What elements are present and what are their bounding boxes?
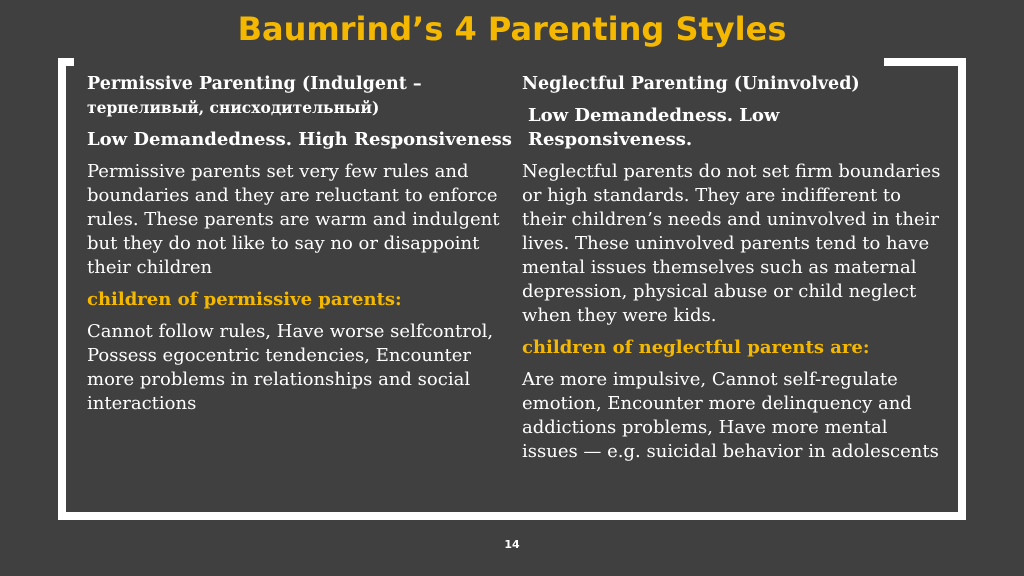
neglectful-column [522,72,942,464]
permissive-heading [87,72,517,120]
frame-border-left [58,58,66,520]
permissive-outcomes: Cannot follow rules, Have worse selfcontrol, Possess egocentric tendencies, Encounter more problems in relationships and social interactions [87,321,494,414]
neglectful-heading: Neglectful Parenting (Uninvolved) [522,74,860,94]
slide-title: Baumrind’s 4 Parenting Styles [237,10,787,48]
neglectful-subheading: Low Demandedness. Low Responsiveness. [528,105,780,150]
permissive-outcome-label: children of permissive parents: [87,289,402,310]
permissive-column [87,72,517,416]
frame-border-right [958,58,966,520]
permissive-description: Permissive parents set very few rules and boundaries and they are reluctant to enforce rules. These parents are warm and indulgent but they do not like to say no or disappoint their children [87,161,500,278]
neglectful-outcomes: Are more impulsive, Cannot self-regulate emotion, Encounter more delinquency and addictions problems, Have more mental issues — e.g. suicidal behavior in adolescents [522,369,939,462]
frame-border-bottom [58,512,966,520]
frame-border-top-right [884,58,966,66]
permissive-heading-text: Permissive Parenting (Indulgent – [87,74,422,94]
permissive-heading-ru: терпеливый, снисходительный) [87,98,380,117]
page-number: 14 [504,538,520,551]
frame-border-top-left [58,58,74,66]
permissive-subheading: Low Demandedness. High Responsiveness [87,129,512,150]
neglectful-description: Neglectful parents do not set firm boundaries or high standards. They are indifferent to their children’s needs and uninvolved in their lives. These uninvolved parents tend to have mental issues themselves such as maternal depression, physical abuse or child neglect when they were kids. [522,161,941,326]
neglectful-outcome-label: children of neglectful parents are: [522,337,870,358]
